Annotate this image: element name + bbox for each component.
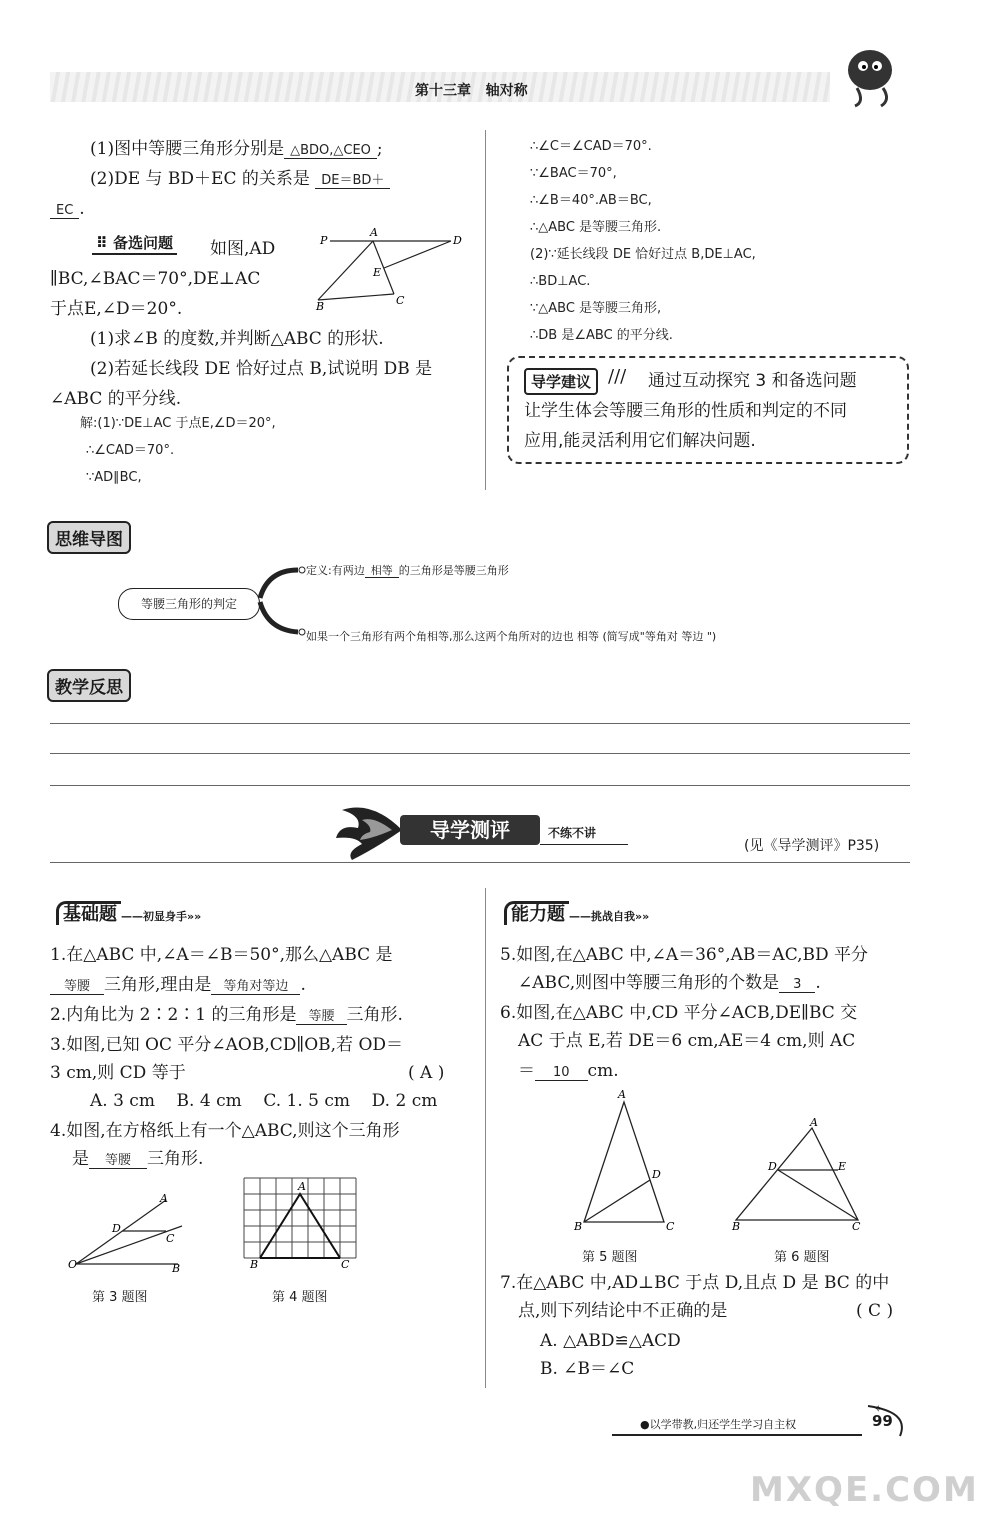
figure-q6 bbox=[728, 1116, 878, 1233]
test-banner bbox=[400, 815, 540, 845]
text: 三角形,理由是 bbox=[104, 975, 212, 995]
svg-text:D: D bbox=[112, 1222, 121, 1235]
basic-section-heading bbox=[56, 900, 201, 926]
q3-line-a: 3.如图,已知 OC 平分∠AOB,CD∥OB,若 OD＝ bbox=[50, 1035, 404, 1055]
q7-option-b: B. ∠B＝∠C bbox=[540, 1359, 635, 1379]
filled-answer: 等角对等边 bbox=[211, 979, 300, 995]
svg-text:O: O bbox=[68, 1258, 78, 1271]
reflection-section-label: 教学反思 bbox=[47, 669, 131, 702]
filled-answer: △BDO,△CEO bbox=[284, 143, 377, 159]
q5-line-b bbox=[518, 970, 821, 998]
solution-line-1: 解:(1)∵DE⊥AC 于点E,∠D＝20°, bbox=[80, 416, 276, 431]
text: cm. bbox=[587, 1061, 619, 1081]
bullet-icon: ⠿ bbox=[96, 234, 113, 252]
chevron-icon: »» bbox=[635, 910, 650, 923]
caption-fig6: 第 6 题图 bbox=[774, 1250, 830, 1265]
svg-text:C: C bbox=[852, 1220, 861, 1233]
caption-fig5: 第 5 题图 bbox=[582, 1250, 638, 1265]
filled-answer: 等腰 bbox=[89, 1153, 147, 1169]
figure-optional-question bbox=[316, 224, 468, 313]
q7-line-b: 点,则下列结论中不正确的是 bbox=[518, 1301, 728, 1321]
text: 不练不讲 bbox=[548, 826, 597, 840]
chevron-icon: »» bbox=[187, 910, 202, 923]
svg-text:D: D bbox=[652, 1168, 661, 1181]
q6-line-c bbox=[518, 1058, 619, 1086]
text: ●以学带教,归还学生学习自主权 bbox=[640, 1418, 797, 1431]
text: ∠ABC,则图中等腰三角形的个数是 bbox=[518, 973, 780, 993]
solution-line-2: ∴∠CAD＝70°. bbox=[86, 443, 175, 458]
reflection-line-3 bbox=[50, 785, 910, 786]
mindmap-center-node bbox=[118, 588, 260, 620]
text: 的三角形是等腰三角形 bbox=[398, 564, 509, 577]
filled-answer: 3 bbox=[779, 977, 815, 993]
filled-answer: 相等 bbox=[365, 564, 399, 578]
text: 是 bbox=[72, 1149, 89, 1169]
text: . bbox=[300, 975, 306, 995]
guide-line-1: 通过互动探究 3 和备选问题 bbox=[648, 371, 857, 391]
optional-q1: (1)求∠B 的度数,并判断△ABC 的形状. bbox=[90, 329, 384, 349]
mindmap-branch-2 bbox=[306, 628, 716, 644]
svg-text:B: B bbox=[316, 300, 325, 313]
label: 等腰三角形的判定 bbox=[140, 597, 237, 611]
test-slogan bbox=[548, 824, 596, 841]
svg-text:P: P bbox=[320, 234, 328, 247]
mindmap-section-label: 思维导图 bbox=[47, 521, 131, 554]
chapter-title: 轴对称 bbox=[485, 83, 528, 99]
svg-text:B: B bbox=[574, 1220, 583, 1233]
svg-text:✧: ✧ bbox=[874, 1404, 883, 1415]
filled-answer: 等腰 bbox=[296, 1009, 346, 1025]
svg-text:B: B bbox=[732, 1220, 741, 1233]
svg-text:C: C bbox=[341, 1258, 350, 1271]
reflection-line-1 bbox=[50, 723, 910, 724]
filled-answer: EC bbox=[50, 203, 79, 219]
svg-text:C: C bbox=[666, 1220, 675, 1233]
chapter-number: 第十三章 bbox=[415, 83, 471, 99]
solution-right-3: ∴∠B＝40°.AB＝BC, bbox=[530, 193, 652, 208]
column-divider-top bbox=[485, 130, 486, 490]
solution-right-8: ∴DB 是∠ABC 的平分线. bbox=[530, 328, 673, 343]
q7-option-a: A. △ABD≌△ACD bbox=[540, 1331, 681, 1351]
optional-question-label bbox=[92, 232, 177, 255]
q1-line-a: 1.在△ABC 中,∠A＝∠B＝50°,那么△ABC 是 bbox=[50, 945, 393, 965]
q6-line-a: 6.如图,在△ABC 中,CD 平分∠ACB,DE∥BC 交 bbox=[500, 1003, 858, 1023]
text: . bbox=[815, 973, 821, 993]
caption-fig4: 第 4 题图 bbox=[272, 1290, 328, 1305]
heading: 能力题 bbox=[504, 901, 569, 925]
subheading: ——初显身手 bbox=[121, 910, 187, 923]
solution-line-3: ∵AD∥BC, bbox=[86, 470, 142, 485]
text: . bbox=[79, 199, 85, 219]
q6-line-b: AC 于点 E,若 DE＝6 cm,AE＝4 cm,则 AC bbox=[518, 1031, 856, 1051]
svg-text:D: D bbox=[768, 1160, 777, 1173]
banner-divider bbox=[50, 862, 910, 863]
text: 如果一个三角形有两个角相等,那么这两个角所对的边也 相等 (简写成"等角对 等边 ") bbox=[306, 630, 717, 643]
svg-text:E: E bbox=[373, 266, 382, 279]
svg-text:D: D bbox=[453, 234, 462, 247]
svg-text:A: A bbox=[810, 1116, 818, 1129]
q4-line-a: 4.如图,在方格纸上有一个△ABC,则这个三角形 bbox=[50, 1121, 400, 1141]
label: 备选问题 bbox=[112, 234, 173, 252]
watermark-text: MXQE.COM bbox=[750, 1470, 979, 1510]
filled-answer: DE＝BD＋ bbox=[315, 173, 390, 189]
footer-slogan bbox=[640, 1416, 796, 1432]
answer-line-1 bbox=[90, 136, 383, 164]
solution-right-5: (2)∵延长线段 DE 恰好过点 B,DE⊥AC, bbox=[530, 247, 756, 262]
text: ; bbox=[376, 139, 383, 159]
figure-q4-grid bbox=[240, 1176, 364, 1272]
text: (2)DE 与 BD＋EC 的关系是 bbox=[90, 169, 310, 189]
mindmap-branch-1 bbox=[306, 562, 509, 578]
footer-rule bbox=[612, 1434, 862, 1436]
text: 2.内角比为 2∶2∶1 的三角形是 bbox=[50, 1005, 297, 1025]
test-reference bbox=[744, 835, 879, 855]
optional-line-3: 于点E,∠D＝20°. bbox=[50, 299, 183, 319]
svg-text:C: C bbox=[396, 294, 405, 307]
svg-text:A: A bbox=[160, 1192, 168, 1205]
text: 三角形. bbox=[147, 1149, 204, 1169]
optional-q2a: (2)若延长线段 DE 恰好过点 B,试说明 DB 是 bbox=[90, 359, 433, 379]
text: (1)图中等腰三角形分别是 bbox=[90, 139, 285, 159]
q5-line-a: 5.如图,在△ABC 中,∠A＝36°,AB＝AC,BD 平分 bbox=[500, 945, 869, 965]
answer-line-2 bbox=[90, 166, 390, 194]
heading: 基础题 bbox=[56, 901, 121, 925]
figure-q5 bbox=[570, 1090, 690, 1236]
banner-title: 导学测评 bbox=[430, 818, 510, 842]
q3-options: A. 3 cm B. 4 cm C. 1. 5 cm D. 2 cm bbox=[90, 1091, 438, 1111]
svg-text:A: A bbox=[298, 1180, 306, 1193]
filled-answer: 等腰 bbox=[50, 979, 104, 995]
q4-line-b bbox=[72, 1146, 203, 1174]
text: 99 bbox=[872, 1412, 893, 1430]
q7-answer: ( C ) bbox=[856, 1301, 894, 1321]
q7-line-a: 7.在△ABC 中,AD⊥BC 于点 D,且点 D 是 BC 的中 bbox=[500, 1273, 890, 1293]
ability-section-heading bbox=[504, 900, 649, 926]
figure-q3 bbox=[68, 1188, 188, 1275]
q3-line-b: 3 cm,则 CD 等于 bbox=[50, 1063, 186, 1083]
svg-text:B: B bbox=[172, 1262, 181, 1275]
solution-right-2: ∵∠BAC＝70°, bbox=[530, 166, 617, 181]
q3-answer: ( A ) bbox=[408, 1063, 445, 1083]
q1-line-b bbox=[50, 972, 306, 1000]
page-arc-icon bbox=[862, 1402, 912, 1442]
watermark bbox=[750, 1470, 979, 1510]
optional-q2b: ∠ABC 的平分线. bbox=[50, 389, 182, 409]
solution-right-4: ∴△ABC 是等腰三角形. bbox=[530, 220, 662, 235]
column-divider-bottom bbox=[485, 888, 486, 1388]
test-banner-rule bbox=[540, 844, 628, 845]
solution-right-6: ∴BD⊥AC. bbox=[530, 274, 591, 289]
solution-right-7: ∵△ABC 是等腰三角形, bbox=[530, 301, 662, 316]
q2-line bbox=[50, 1002, 403, 1030]
svg-text:B: B bbox=[250, 1258, 259, 1271]
guide-label bbox=[524, 368, 598, 395]
guide-line-2: 让学生体会等腰三角形的性质和判定的不同 bbox=[524, 401, 847, 421]
caption-fig3: 第 3 题图 bbox=[92, 1290, 148, 1305]
filled-answer: 10 bbox=[535, 1065, 588, 1081]
svg-text:A: A bbox=[618, 1088, 626, 1101]
guide-slashes: /// bbox=[608, 366, 627, 387]
text: ＝ bbox=[518, 1061, 535, 1081]
subheading: ——挑战自我 bbox=[569, 910, 635, 923]
label: 导学建议 bbox=[531, 373, 592, 391]
reflection-line-2 bbox=[50, 753, 910, 754]
svg-text:A: A bbox=[370, 226, 378, 239]
mascot-icon bbox=[835, 40, 905, 110]
svg-text:C: C bbox=[166, 1232, 175, 1245]
answer-line-2b bbox=[50, 196, 85, 224]
optional-line-1: 如图,AD bbox=[210, 239, 276, 259]
text: 定义:有两边 bbox=[306, 564, 365, 577]
solution-right-1: ∴∠C＝∠CAD＝70°. bbox=[530, 139, 652, 154]
text: (见《导学测评》P35) bbox=[744, 838, 880, 854]
optional-line-2: ∥BC,∠BAC＝70°,DE⊥AC bbox=[50, 269, 261, 289]
text: 三角形. bbox=[346, 1005, 403, 1025]
svg-text:E: E bbox=[838, 1160, 847, 1173]
guide-line-3: 应用,能灵活利用它们解决问题. bbox=[524, 431, 756, 451]
page-header bbox=[415, 80, 528, 100]
